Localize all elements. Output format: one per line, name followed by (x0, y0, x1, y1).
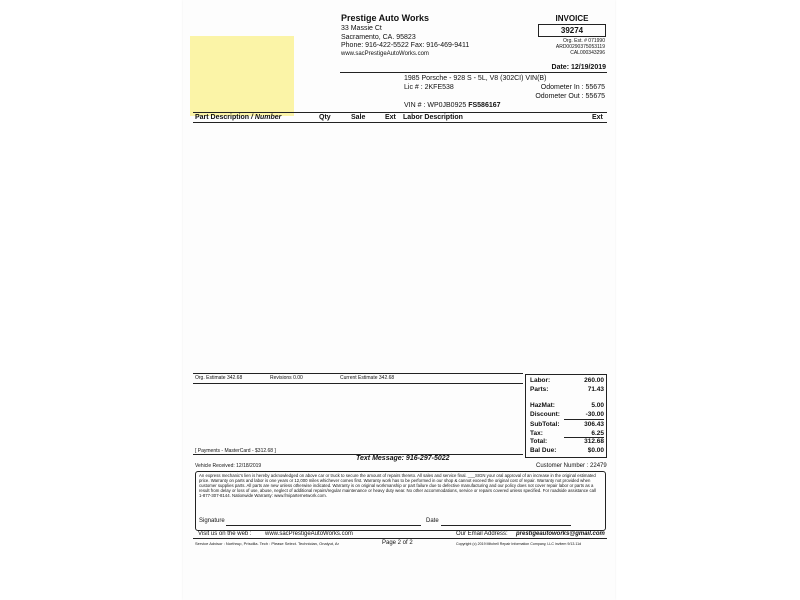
subtotal-rule (564, 419, 604, 420)
footer-page-number: Page 2 of 2 (382, 540, 413, 546)
shop-phone: Phone: 916-422-5522 Fax: 916-469-9411 (341, 42, 470, 49)
col-qty: Qty (319, 114, 331, 121)
disclaimer-box (195, 471, 606, 531)
footer-rule (193, 538, 607, 539)
totals-box: Labor: 260.00 Parts: 71.43 HazMat: 5.00 Discount: -30.00 SubTotal: 306.43 Tax: 6.25 Total: 312.68 Bal Due: $0.00 (525, 374, 607, 458)
invoice-title: INVOICE (555, 14, 589, 23)
date-label: Date (426, 518, 439, 524)
columns-top-rule (193, 112, 607, 113)
vehicle-received: Vehicle Received: 12/18/2019 (195, 463, 262, 469)
ard-number: ARD00290375053119 (555, 44, 605, 50)
org-estimate: Org. Estimate 342.68 (195, 375, 243, 381)
footer-visit-label: Visit us on the web : (198, 531, 252, 537)
footer-email: prestigeautoworks@gmail.com (516, 531, 605, 537)
col-ext: Ext (385, 114, 396, 121)
invoice-date: Date: 12/19/2019 (551, 64, 606, 71)
odometer-out: Odometer Out : 55675 (535, 93, 605, 100)
shop-website: www.sacPrestigeAutoWorks.com (341, 51, 429, 57)
col-part-description: Part Description / Number (195, 114, 282, 121)
customer-number: Customer Number : 22479 (536, 463, 607, 469)
sticky-note (190, 36, 294, 116)
invoice-number: 39274 (538, 24, 606, 37)
columns-bottom-rule (193, 122, 607, 123)
vin-number: VIN # : WP0JB0925 FS586167 (404, 102, 501, 109)
footer-copyright: Copyright (c) 2019 Mitchell Repair Information Company, LLC invitem 9/13.11d (456, 542, 582, 546)
footer-email-label: Our Email Address: (456, 531, 508, 537)
col-labor-ext: Ext (592, 114, 603, 121)
col-labor-description: Labor Description (403, 114, 463, 121)
footer-service-line: Service Advisor : Northrup, Priscilla. Tech : Please Select. Technician, Onalyut, Ar (195, 541, 339, 546)
license-plate: Lic # : 2KFE538 (404, 84, 454, 91)
signature-label: Signature (199, 518, 225, 524)
estimate-top-rule (193, 373, 523, 374)
date-line (441, 525, 571, 526)
payments-line: [ Payments - MasterCard - $312.68 ] (195, 448, 276, 454)
footer-website: www.sacPrestigeAutoWorks.com (265, 531, 353, 537)
disclaimer-text: An express mechanic's lien is hereby acknowledged on above car or truck to secure the amount of repairs thereto. All sales and service final. ___SIGN your oral approval of an increase in the original estimated price. Warranty on parts and labor is one years or 12,000 miles whichever comes first. Warranty work has to be performed in our shop & cannot exceed the original cost of repair. Warranty not provided when customer supplies parts. All parts are new unless otherwise indicated. Warranty is on original workmanship or part failure due to defective manufacturing and our policy does not cover repair labor or parts as a result from delay or loss of use, abuse, neglect of additional repairs/regular maintenance or heavy duty wear. No other accommodations, service or repairs covered unless specified. For roadside assistance call 1-877-307-8144. Nationwide Warranty: www.fmiparternetwork.com. (199, 473, 596, 499)
col-sale: Sale (351, 114, 366, 121)
shop-name: Prestige Auto Works (341, 13, 430, 23)
signature-line (226, 525, 421, 526)
vehicle-description: 1985 Porsche - 928 S - 5L, V8 (302CI) VIN(B) (404, 75, 547, 82)
estimate-bottom-rule (193, 383, 523, 384)
odometer-in: Odometer In : 55675 (540, 84, 605, 91)
revisions: Revisions 0.00 (270, 375, 303, 381)
text-message: Text Message: 916-297-5022 (356, 455, 450, 462)
current-estimate: Current Estimate 342.68 (340, 375, 395, 381)
cal-number: CAL000343296 (570, 50, 605, 56)
total-rule (564, 437, 604, 438)
shop-address: 33 Massie Ct (341, 25, 382, 32)
header-divider (340, 72, 607, 73)
org-est-number: Org. Est. # 071990 (563, 38, 605, 44)
shop-city: Sacramento, CA. 95823 (341, 34, 416, 41)
